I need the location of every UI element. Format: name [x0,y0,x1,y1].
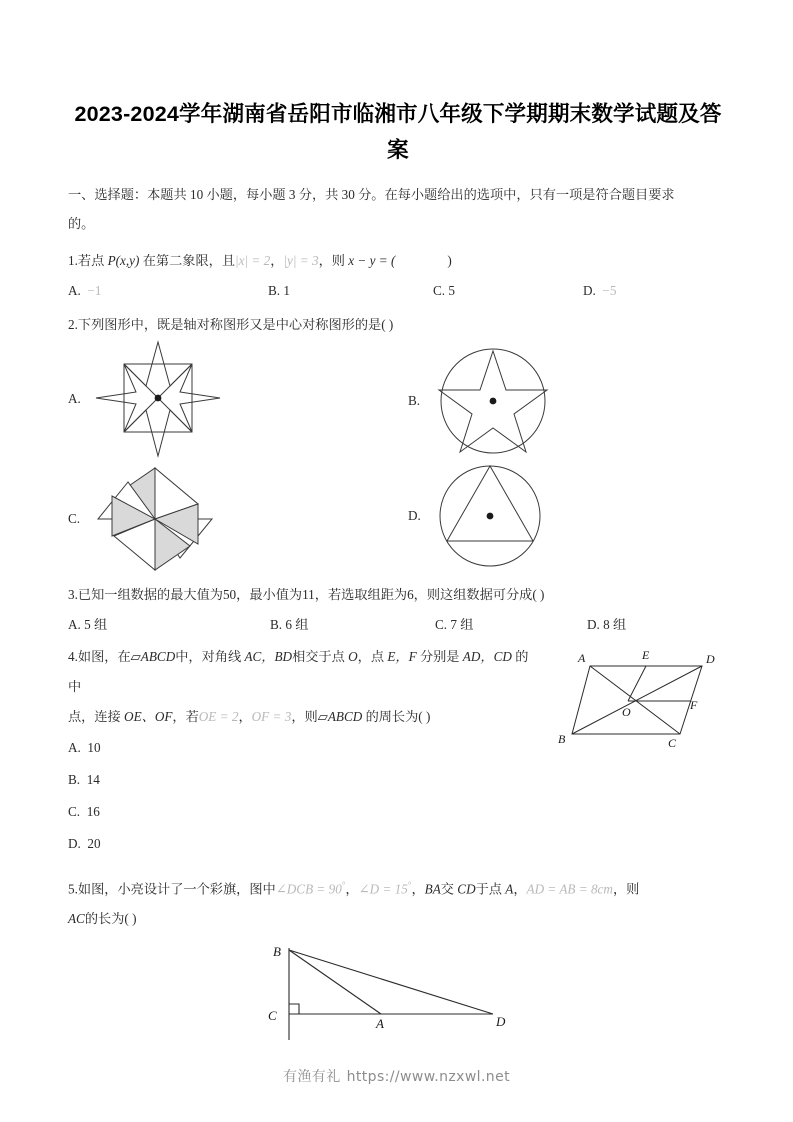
q5-angle-dcb: ∠DCB = 90 [275,881,342,897]
q3-number: 3. [68,587,78,602]
q4-l1a: 如图，在 [77,649,131,664]
q1-cond-sep: ， [270,253,284,268]
q2-number: 2. [68,317,78,332]
question-5-stem-line-1 [68,870,728,904]
q4-vertex-label-b: B [558,732,566,746]
q4-segments-adcd: AD，CD [462,649,512,664]
q4-option-a-tag: A. [68,740,81,755]
q4-l2d: 的周长为( ) [362,709,431,724]
q4-option-c[interactable] [68,796,728,828]
question-4-stem-line-2 [68,702,538,732]
q5-l1c: 于点 [475,881,506,897]
question-1 [68,246,728,306]
five-pointed-star-in-circle-icon [434,342,552,460]
page-title: 2023-2024学年湖南省岳阳市临湘市八年级下学期期末数学试题及答案 [74,102,722,162]
q4-vertex-label-o: O [622,705,631,719]
q3-option-d[interactable] [587,610,626,640]
q5-sep-1: ， [345,881,359,897]
q1-stem-a: 若点 [77,253,108,268]
q4-vertex-label-f: F [690,698,698,712]
q5-given-lengths: AD = AB = 8cm [526,881,613,897]
q4-number: 4. [68,649,78,664]
q5-l1d: ， [513,881,527,897]
q4-l2sep: ， [238,709,252,724]
q4-l2c: ，则 [291,709,318,724]
q1-expression: x − y = ( [348,253,396,268]
parallelogram-abcd-diagonals-icon [556,646,732,750]
q3-option-a[interactable] [68,610,270,640]
q4-vertex-label-a: A [578,651,586,665]
q4-segments-oeof: OE、OF [124,709,173,724]
q1-option-c-text: 5 [448,283,455,298]
q5-segment-cd: CD [457,881,476,897]
q1-option-c[interactable] [433,276,583,306]
q4-l1f: 的中 [68,649,529,694]
q4-l1c: 相交于点 [292,649,349,664]
q3-option-a-tag: A. [68,617,81,632]
q4-option-b-text: 14 [86,772,100,787]
q1-option-a-text: −1 [87,283,102,298]
q3-option-b-text: 6 组 [285,617,309,632]
question-4-stem-line-1 [68,642,538,702]
q1-option-d[interactable] [583,276,616,306]
q5-segment-ba: BA [424,881,441,897]
q1-option-d-text: −5 [602,283,617,298]
q1-option-b-text: 1 [283,283,290,298]
q1-stem-b: 在第二象限，且 [139,253,236,268]
question-3-stem [68,580,728,610]
q5-angle-d: ∠D = 15 [358,881,408,897]
q4-l2b: ，若 [172,709,199,724]
q4-l2a: 点，连接 [68,709,125,724]
question-2-figures [68,340,728,580]
q2-option-a-tag: A. [68,391,81,406]
q1-stem-d: ) [447,253,452,268]
q4-given-of: OF = 3 [251,709,292,724]
q4-l1e: 分别是 [416,649,463,664]
q3-option-c[interactable] [435,610,587,640]
question-3-options [68,610,728,640]
q5-l1a: 如图，小亮设计了一个彩旗，图中 [77,881,276,897]
q4-symbol-1: ▱ABCD [130,649,176,664]
q5-number: 5. [68,881,78,897]
q4-given-oe: OE = 2 [198,709,239,724]
q1-condition-1: |x| = 2 [235,253,271,268]
q4-vertex-label-d: D [706,652,715,666]
q4-option-d[interactable] [68,828,728,860]
q1-number: 1. [68,253,78,268]
footer-watermark [0,1066,793,1086]
q4-l1b: 中，对角线 [175,649,245,664]
q5-l2b: 的长为( ) [84,911,137,927]
q2-option-a[interactable] [68,340,222,458]
q5-degree-1: ° [341,880,346,890]
q4-symbol-2: ▱ABCD [317,709,363,724]
q4-option-b-tag: B. [68,772,81,787]
q1-stem-c: ，则 [318,253,349,268]
q4-vertex-label-c: C [668,736,677,750]
q3-option-b-tag: B. [270,617,283,632]
document-content [68,96,728,1050]
question-1-stem [68,246,728,276]
eight-pointed-star-in-square-icon [94,340,222,458]
q2-option-c-tag: C. [68,511,81,526]
q1-point-var: P(x,y) [107,253,140,268]
q3-option-b[interactable] [270,610,435,640]
q3-option-a-text: 5 组 [84,617,108,632]
q4-option-c-text: 16 [86,804,100,819]
q1-option-c-tag: C. [433,283,446,298]
flag-triangle-bcad-icon [253,940,543,1050]
q4-vertex-label-e: E [642,648,650,662]
section-intro-line-1: 一、选择题：本题共 10 小题，每小题 3 分，共 30 分。在每小题给出的选项中，只有一项是符合题目要求 [68,187,675,202]
q2-option-b[interactable] [408,342,552,460]
watermark-brand: 有渔有礼 [283,1069,341,1085]
q1-option-b-tag: B. [268,283,281,298]
q4-figure-wrap [556,646,732,755]
q1-option-a[interactable] [68,276,268,306]
q4-option-a-text: 10 [87,740,101,755]
question-5-stem-line-2 [68,904,728,934]
question-5 [68,870,728,1050]
q4-option-c-tag: C. [68,804,81,819]
q3-option-c-tag: C. [435,617,448,632]
question-1-options [68,276,728,306]
q5-l1b: 交 [440,881,458,897]
section-intro-line-2: 的。 [68,216,95,231]
q2-stem-text: 下列图形中，既是轴对称图形又是中心对称图形的是( ) [77,317,394,332]
q5-degree-2: ° [407,880,412,890]
q4-diagonals: AC，BD [244,649,293,664]
q1-option-d-tag: D. [583,283,596,298]
q5-segment-ac: AC [68,911,85,927]
q4-option-d-tag: D. [68,836,81,851]
q2-option-b-tag: B. [408,393,421,408]
q4-points-ef: E，F [387,649,417,664]
q3-stem-text: 已知一组数据的最大值为50，最小值为11，若选取组距为6，则这组数据可分成( ) [77,587,545,602]
q4-option-d-text: 20 [87,836,101,851]
q5-l1e: ，则 [612,881,640,897]
q5-vertex-label-d: D [496,1014,506,1030]
q1-option-a-tag: A. [68,283,81,298]
q4-option-b[interactable] [68,764,728,796]
q4-point-o: O [348,649,358,664]
q4-l1d: ，点 [357,649,388,664]
pinwheel-icon [94,466,216,572]
watermark-url: https://www.nzxwl.net [346,1069,510,1085]
question-5-figure [68,940,728,1050]
q3-option-c-text: 7 组 [450,617,474,632]
q1-condition-2: |y| = 3 [283,253,319,268]
q2-option-d[interactable] [408,460,546,572]
q3-option-d-tag: D. [587,617,600,632]
q2-option-d-tag: D. [408,508,421,523]
q2-option-c[interactable] [68,466,216,572]
triangle-in-circle-icon [434,460,546,572]
question-2 [68,310,728,580]
question-3 [68,580,728,640]
q1-option-b[interactable] [268,276,433,306]
q5-vertex-label-c: C [268,1008,277,1024]
question-4 [68,642,728,860]
q5-point-a: A [505,881,514,897]
q5-vertex-label-b: B [273,944,281,960]
q5-vertex-label-a: A [376,1016,384,1032]
q3-option-d-text: 8 组 [603,617,627,632]
q5-sep-2: ， [411,881,425,897]
question-2-stem [68,310,728,340]
